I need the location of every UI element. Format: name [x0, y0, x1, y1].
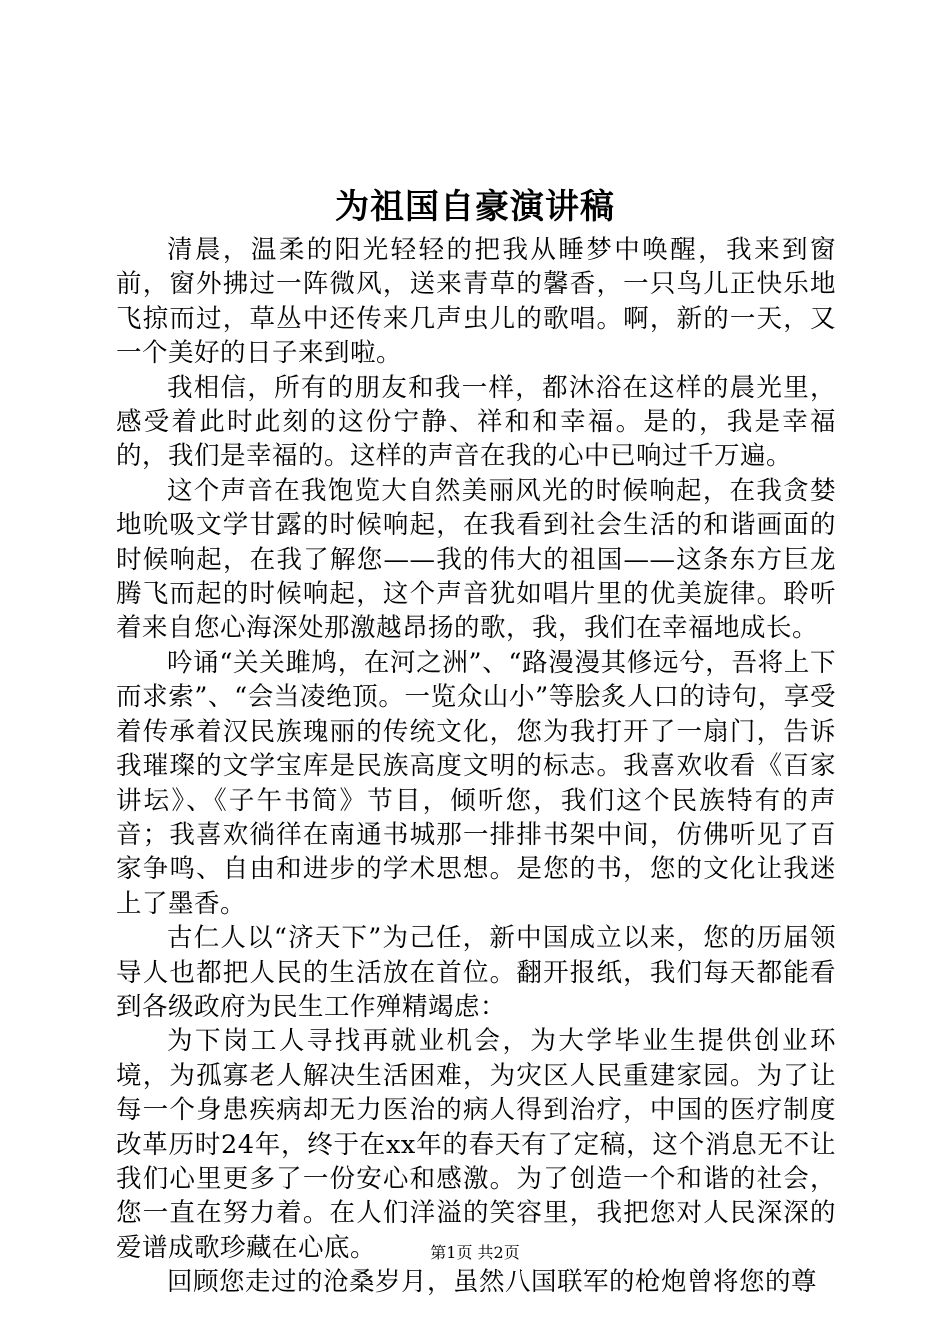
paragraph: 古仁人以“济天下”为己任，新中国成立以来，您的历届领导人也都把人民的生活放在首位。翻开报纸，我们每天都能看到各级政府为民生工作殚精竭虑：: [116, 923, 836, 1022]
paragraph: 清晨，温柔的阳光轻轻的把我从睡梦中唤醒，我来到窗前，窗外拂过一阵微风，送来青草的馨香，一只鸟儿正快乐地飞掠而过，草丛中还传来几声虫儿的歌唱。啊，新的一天，又一个美好的日子来到啦。: [116, 235, 836, 369]
page-footer: 第1页 共2页: [430, 1243, 520, 1262]
paragraph: 回顾您走过的沧桑岁月，虽然八国联军的枪炮曾将您的尊: [167, 1267, 818, 1298]
paragraph: 这个声音在我饱览大自然美丽风光的时候响起，在我贪婪地吮吸文学甘露的时候响起，在我看到社会生活的和谐画面的时候响起，在我了解您——我的伟大的祖国——这条东方巨龙腾飞而起的时候响起，这个声音犹如唱片里的优美旋律。聆听着来自您心海深处那激越昂扬的歌，我，我们在幸福地成长。: [116, 475, 836, 644]
paragraph: 我相信，所有的朋友和我一样，都沐浴在这样的晨光里，感受着此时此刻的这份宁静、祥和和幸福。是的，我是幸福的，我们是幸福的。这样的声音在我的心中已响过千万遍。: [116, 372, 836, 472]
paragraph: 吟诵“关关雎鸠，在河之洲”、“路漫漫其修远兮，吾将上下而求索”、“会当凌绝顶。一览众山小”等脍炙人口的诗句，享受着传承着汉民族瑰丽的传统文化，您为我打开了一扇门，告诉我璀璨的文学宝库是民族高度文明的标志。我喜欢收看《百家讲坛》、《子午书简》节目，倾听您，我们这个民族特有的声音；我喜欢徜徉在南通书城那一排排书架中间，仿佛听见了百家争鸣、自由和进步的学术思想。是您的书，您的文化让我迷上了墨香。: [116, 647, 836, 919]
document-title: 为祖国自豪演讲稿: [335, 187, 615, 227]
document-body: [116, 233, 836, 1300]
paragraph: 为下岗工人寻找再就业机会，为大学毕业生提供创业环境，为孤寡老人解决生活困难，为灾区人民重建家园。为了让每一个身患疾病却无力医治的病人得到治疗，中国的医疗制度改革历时24年，终于在xx年的春天有了定稿，这个消息无不让我们心里更多了一份安心和感激。为了创造一个和谐的社会，您一直在努力着。在人们洋溢的笑容里，我把您对人民深深的爱谱成歌珍藏在心底。: [116, 1026, 836, 1263]
